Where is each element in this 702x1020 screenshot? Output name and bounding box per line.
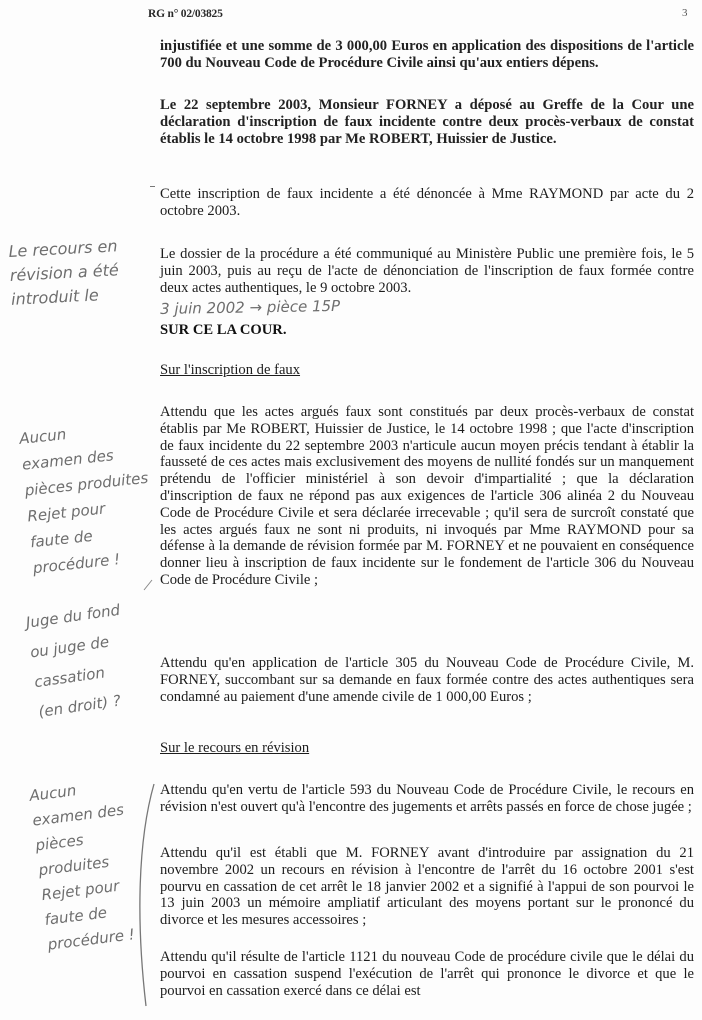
handwritten-line: pièces	[34, 830, 85, 855]
paragraph-text: Attendu qu'il résulte de l'article 1121 du nouveau Code de procédure civile que le délai du pourvoi en cassation suspend l'exécution de l'arrêt qui prononce le divorce et que le pourvoi en cassation exercé dans ce délai est	[160, 949, 694, 999]
paragraph-article-593	[160, 782, 694, 816]
case-reference: RG n° 02/03825	[148, 8, 223, 20]
paragraph-text: Le dossier de la procédure a été communiqué au Ministère Public une première fois, le 5 juin 2003, puis au reçu de l'acte de dénonciation de l'inscription de faux formée contre deux actes authentiques, le 9 octobre 2003.	[160, 246, 694, 296]
handwritten-line: produites	[37, 852, 111, 880]
handwritten-line: examen des	[21, 446, 115, 474]
paragraph-inscription-filing	[160, 97, 694, 147]
handwritten-line: révision a été	[9, 260, 120, 285]
handwritten-note-revision-date	[8, 234, 121, 312]
section-heading-inscription: Sur l'inscription de faux	[160, 362, 301, 378]
handwritten-line: cassation	[33, 663, 106, 692]
handwritten-note-rejection-2	[28, 773, 141, 958]
margin-tick	[150, 186, 155, 187]
handwritten-line: introduit le	[10, 285, 100, 309]
handwritten-line: Rejet pour	[26, 499, 107, 526]
handwritten-note-piece-reference: 3 juin 2002 → pièce 15P	[160, 296, 341, 318]
handwritten-note-judge-question	[24, 595, 135, 727]
paragraph-denunciation	[160, 186, 694, 220]
paragraph-ministere-public	[160, 246, 694, 296]
handwritten-line: Juge du fond	[24, 600, 122, 632]
paragraph-costs	[160, 38, 694, 72]
paragraph-civil-fine	[160, 655, 694, 705]
handwritten-line: faute de	[29, 526, 94, 552]
handwritten-line: faute de	[43, 903, 108, 929]
paragraph-text: Attendu qu'en vertu de l'article 593 du Nouveau Code de Procédure Civile, le recours en révision n'est ouvert qu'à l'encontre des jugements et arrêts passés en force de chose jugée ;	[160, 782, 694, 815]
handwritten-line: Le recours en	[8, 236, 118, 261]
handwritten-line: examen des	[31, 800, 125, 830]
paragraph-cassation-appeal	[160, 845, 694, 929]
handwritten-line: pièces produites	[23, 468, 150, 500]
section-heading-revision: Sur le recours en révision	[160, 740, 310, 756]
paragraph-text: Cette inscription de faux incidente a été dénoncée à Mme RAYMOND par acte du 2 octobre 2003.	[160, 186, 694, 219]
paragraph-article-1121	[160, 949, 694, 999]
paragraph-text: Le 22 septembre 2003, Monsieur FORNEY a déposé au Greffe de la Cour une déclaration d'inscription de faux incidente contre deux procès-verbaux de constat établis le 14 octobre 1998 par Me ROBERT, Huissier de Justice.	[160, 97, 694, 147]
handwritten-mark	[142, 578, 156, 592]
handwritten-line: procédure !	[46, 925, 136, 954]
handwritten-line: (en droit) ?	[37, 691, 122, 721]
page-number: 3	[682, 7, 688, 19]
paragraph-text: injustifiée et une somme de 3 000,00 Euros en application des dispositions de l'article 700 du Nouveau Code de Procédure Civile ainsi qu'aux entiers dépens.	[160, 38, 694, 71]
court-heading: SUR CE LA COUR.	[160, 322, 287, 338]
handwritten-line: Aucun	[18, 425, 68, 448]
paragraph-text: Attendu qu'en application de l'article 305 du Nouveau Code de Procédure Civile, M. FORNEY, succombant sur sa demande en faux formée contre des actes authentiques sera condamné au paiement d'une amende civile de 1 000,00 Euros ;	[160, 655, 694, 705]
handwritten-note-rejection-1	[18, 413, 158, 581]
handwritten-bracket	[128, 780, 158, 1010]
handwritten-line: procédure !	[32, 550, 121, 578]
handwritten-line: Aucun	[28, 781, 78, 805]
handwritten-line: Rejet pour	[40, 876, 121, 905]
paragraph-text: Attendu que les actes argués faux sont constitués par deux procès-verbaux de constat établis par Me ROBERT, Huissier de Justice, le 14 octobre 1998 ; que l'acte d'inscription de faux incidente du 22 septembre 2003 n'articule aucun moyen précis tendant à établir la fausseté de ces actes mais exclusivement des moyens de nullité fondés sur un manquement prétendu de l'officier ministériel à son devoir d'impartialité ; que la déclaration d'inscription de faux ne répond pas aux exigences de l'article 306 alinéa 2 du Nouveau Code de Procédure Civile et sera déclarée irrecevable ; qu'il sera de surcroît constaté que les actes argués faux ne sont ni produits, ni invoqués par Mme RAYMOND pour sa défense à la demande de révision formée par M. FORNEY et ne pouvaient en conséquence donner lieu à inscription de faux incidente sur le fondement de l'article 306 du Nouveau Code de Procédure Civile ;	[160, 404, 694, 588]
paragraph-inscription-analysis	[160, 404, 694, 589]
handwritten-line: ou juge de	[29, 632, 111, 662]
paragraph-text: Attendu qu'il est établi que M. FORNEY avant d'introduire par assignation du 21 novembre 2002 un recours en révision à l'encontre de l'arrêt du 16 octobre 2001 s'est pourvu en cassation de cet arrêt le 18 janvier 2002 et a signifié à l'appui de son pourvoi le 13 juin 2003 un mémoire ampliatif articulant des moyens portant sur le prononcé du divorce et les mesures accessoires ;	[160, 845, 694, 929]
